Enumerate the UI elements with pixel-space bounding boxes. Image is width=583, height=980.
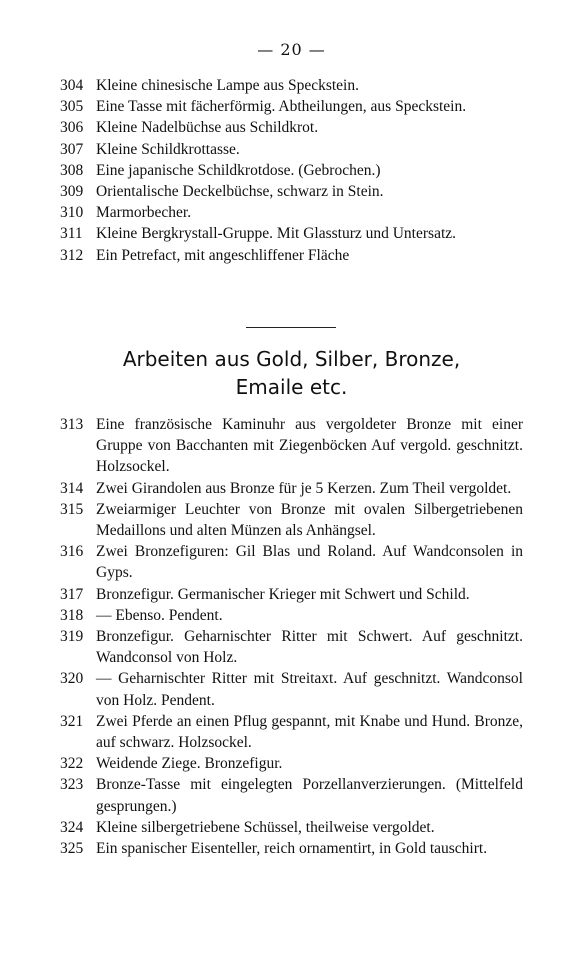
catalog-entry bbox=[60, 160, 523, 181]
catalog-entry bbox=[60, 584, 523, 605]
catalog-entry bbox=[60, 541, 523, 583]
entry-text: — Geharnischter Ritter mit Streitaxt. Auf geschnitzt. Wandconsol von Holz. Pendent. bbox=[96, 670, 523, 709]
entry-text: Bronzefigur. Geharnischter Ritter mit Schwert. Auf geschnitzt. Wandconsol von Holz. bbox=[96, 628, 523, 667]
catalog-entry bbox=[60, 139, 523, 160]
entry-number: 306 bbox=[60, 119, 84, 137]
entry-number: 324 bbox=[60, 818, 84, 836]
section-heading bbox=[60, 345, 523, 401]
catalog-entry bbox=[60, 605, 523, 626]
catalog-entry bbox=[60, 668, 523, 710]
catalog-entry bbox=[60, 414, 523, 478]
entry-number: 313 bbox=[60, 416, 84, 433]
catalog-entry bbox=[60, 75, 523, 96]
entry-text: Kleine silbergetriebene Schüssel, theilweise vergoldet. bbox=[96, 818, 435, 836]
entry-number: 322 bbox=[60, 755, 84, 773]
entry-number: 305 bbox=[60, 98, 84, 116]
entry-number: 323 bbox=[60, 776, 84, 794]
entry-text: Zweiarmiger Leuchter von Bronze mit ovalen Silbergetriebenen Medaillons und alten Münzen als Anhängsel. bbox=[96, 500, 523, 540]
entry-text: Kleine Schildkrottasse. bbox=[96, 140, 240, 158]
catalog-entry bbox=[60, 223, 523, 244]
entry-number: 325 bbox=[60, 840, 84, 858]
entry-text: Weidende Ziege. Bronzefigur. bbox=[96, 755, 283, 773]
section-heading-line-2: Emaile etc. bbox=[235, 375, 348, 399]
entry-number: 315 bbox=[60, 500, 84, 518]
catalog-entry bbox=[60, 96, 523, 117]
entry-number: 311 bbox=[60, 225, 83, 243]
entry-number: 318 bbox=[60, 606, 84, 624]
catalog-entry bbox=[60, 774, 523, 816]
entry-text: Kleine Nadelbüchse aus Schildkrot. bbox=[96, 119, 319, 137]
catalog-entry bbox=[60, 753, 523, 774]
section-heading-line-1: Arbeiten aus Gold, Silber, Bronze, bbox=[122, 347, 461, 371]
catalog-entry bbox=[60, 478, 523, 499]
catalog-entry bbox=[60, 117, 523, 138]
catalog-list-1 bbox=[60, 75, 523, 266]
catalog-list-2 bbox=[60, 414, 523, 859]
catalog-entry bbox=[60, 626, 523, 668]
entry-text: Bronzefigur. Germanischer Krieger mit Schwert und Schild. bbox=[96, 585, 470, 603]
entry-number: 317 bbox=[60, 585, 84, 603]
entry-number: 307 bbox=[60, 140, 84, 158]
entry-text: Zwei Pferde an einen Pflug gespannt, mit Knabe und Hund. Bronze, auf schwarz. Holzsockel. bbox=[96, 712, 523, 752]
catalog-entry bbox=[60, 245, 523, 266]
entry-number: 321 bbox=[60, 712, 84, 730]
entry-number: 320 bbox=[60, 670, 84, 688]
entry-text: Kleine chinesische Lampe aus Speckstein. bbox=[96, 77, 359, 94]
entry-text: Zwei Bronzefiguren: Gil Blas und Roland. Auf Wandconsolen in Gyps. bbox=[96, 543, 523, 582]
entry-text: Ein spanischer Eisenteller, reich ornamentirt, in Gold tauschirt. bbox=[96, 840, 488, 858]
entry-text: Orientalische Deckelbüchse, schwarz in Stein. bbox=[96, 183, 384, 201]
entry-number: 319 bbox=[60, 628, 84, 646]
entry-number: 309 bbox=[60, 183, 84, 201]
catalog-entry bbox=[60, 181, 523, 202]
entry-number: 314 bbox=[60, 479, 84, 497]
entry-text: Eine Tasse mit fächerförmig. Abtheilungen, aus Speckstein. bbox=[96, 98, 467, 116]
entry-text: Kleine Bergkrystall-Gruppe. Mit Glassturz und Untersatz. bbox=[96, 225, 457, 243]
entry-number: 308 bbox=[60, 161, 84, 179]
entry-text: Marmorbecher. bbox=[96, 204, 192, 222]
entry-number: 304 bbox=[60, 77, 84, 94]
entry-number: 310 bbox=[60, 204, 84, 222]
page-number: — 20 — bbox=[257, 40, 326, 59]
entry-text: Eine japanische Schildkrotdose. (Gebrochen.) bbox=[96, 161, 381, 179]
catalog-entry bbox=[60, 499, 523, 541]
catalog-entry bbox=[60, 711, 523, 753]
entry-number: 316 bbox=[60, 543, 84, 561]
section-divider bbox=[246, 327, 336, 328]
entry-text: Eine französische Kaminuhr aus vergoldeter Bronze mit einer Gruppe von Bacchanten mit Ziegenböcken Auf vergold. geschnitzt. Holzsockel. bbox=[96, 416, 523, 476]
catalog-entry bbox=[60, 817, 523, 838]
entry-text: — Ebenso. Pendent. bbox=[96, 606, 223, 624]
entry-text: Bronze-Tasse mit eingelegten Porzellanverzierungen. (Mittelfeld gesprungen.) bbox=[96, 776, 523, 815]
catalog-entry bbox=[60, 838, 523, 859]
entry-number: 312 bbox=[60, 246, 84, 264]
entry-text: Zwei Girandolen aus Bronze für je 5 Kerzen. Zum Theil vergoldet. bbox=[96, 479, 512, 497]
catalog-entry bbox=[60, 202, 523, 223]
entry-text: Ein Petrefact, mit angeschliffener Fläche bbox=[96, 246, 350, 264]
